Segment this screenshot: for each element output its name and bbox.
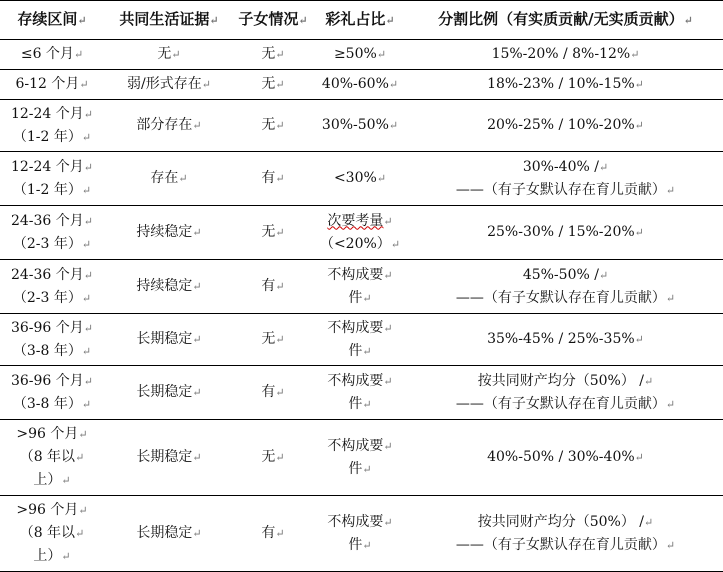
column-header-label: 共同生活证据 xyxy=(119,10,210,28)
cell-line xyxy=(2,522,102,545)
paragraph-mark-icon: ↵ xyxy=(192,527,202,540)
paragraph-mark-icon: ↵ xyxy=(383,214,393,228)
column-header xyxy=(408,1,723,40)
paragraph-mark-icon: ↵ xyxy=(388,119,399,132)
paragraph-mark-icon: ↵ xyxy=(192,280,202,293)
paragraph-mark-icon: ↵ xyxy=(81,344,92,358)
cell-line xyxy=(314,534,406,557)
paragraph-mark-icon: ↵ xyxy=(275,119,285,132)
paragraph-mark-icon: ↵ xyxy=(598,160,609,174)
paragraph-mark-icon: ↵ xyxy=(275,386,285,399)
interval-cell xyxy=(0,100,104,152)
paragraph-mark-icon: ↵ xyxy=(81,397,92,411)
paragraph-mark-icon: ↵ xyxy=(192,226,202,239)
paragraph-mark-icon: ↵ xyxy=(275,226,285,239)
children-cell xyxy=(234,420,312,496)
paragraph-mark-icon: ↵ xyxy=(634,78,644,91)
paragraph-mark-icon: ↵ xyxy=(209,14,219,27)
paragraph-mark-icon: ↵ xyxy=(81,130,92,144)
cell-line xyxy=(410,287,721,310)
cell-line xyxy=(314,73,406,96)
interval-cell xyxy=(0,70,104,100)
cell-line xyxy=(2,545,102,568)
ratio-cell xyxy=(312,100,408,152)
paragraph-mark-icon: ↵ xyxy=(275,172,285,185)
cell-text: ≤6 个月 xyxy=(20,46,74,62)
cell-line xyxy=(2,340,102,363)
cell-text: 15%-20% / 8%-12% xyxy=(491,46,631,62)
cell-text: 35%-45% / 25%-35% xyxy=(487,331,635,347)
evidence-cell xyxy=(104,40,234,70)
paragraph-mark-icon: ↵ xyxy=(192,119,202,132)
paragraph-mark-icon: ↵ xyxy=(83,107,94,121)
cell-text: 无 xyxy=(261,46,276,62)
cell-line xyxy=(410,43,721,66)
table-row xyxy=(0,420,723,496)
cell-text: 12-24 个月 xyxy=(10,105,84,122)
cell-text: 有 xyxy=(261,170,276,186)
cell-text: 存在 xyxy=(150,170,179,186)
paragraph-mark-icon: ↵ xyxy=(383,439,393,453)
paragraph-mark-icon: ↵ xyxy=(385,14,395,27)
paragraph-mark-icon: ↵ xyxy=(78,504,88,517)
cell-text: 无 xyxy=(261,449,276,465)
cell-text: 无 xyxy=(261,224,276,240)
paragraph-mark-icon: ↵ xyxy=(275,48,285,61)
cell-line xyxy=(314,370,406,393)
cell-line xyxy=(410,264,721,287)
cell-line xyxy=(2,446,102,469)
paragraph-mark-icon: ↵ xyxy=(275,333,285,346)
cell-line xyxy=(2,370,102,393)
interval-cell xyxy=(0,206,104,260)
cell-text: ——（有子女默认存在育儿贡献） xyxy=(455,289,666,306)
cell-line xyxy=(410,221,721,244)
paragraph-mark-icon: ↵ xyxy=(383,321,393,335)
column-header xyxy=(312,1,408,40)
split-cell xyxy=(408,152,723,206)
cell-text: 无 xyxy=(261,331,276,347)
cell-line xyxy=(314,43,406,66)
paragraph-mark-icon: ↵ xyxy=(362,538,372,552)
cell-text: （1-2 年） xyxy=(12,128,82,145)
cell-text: 45%-50% / xyxy=(522,266,599,283)
cell-text: 件 xyxy=(348,460,363,477)
cell-line xyxy=(410,73,721,96)
evidence-cell xyxy=(104,366,234,420)
table-row xyxy=(0,260,723,314)
cell-text: 18%-23% / 10%-15% xyxy=(487,76,635,92)
interval-cell xyxy=(0,152,104,206)
cell-line xyxy=(314,287,406,310)
paragraph-mark-icon: ↵ xyxy=(275,78,285,91)
cell-text: ——（有子女默认存在育儿贡献） xyxy=(455,181,666,198)
paragraph-mark-icon: ↵ xyxy=(634,226,644,239)
paragraph-mark-icon: ↵ xyxy=(665,397,676,411)
paragraph-mark-icon: ↵ xyxy=(83,374,94,388)
cell-text: 不构成要 xyxy=(327,437,384,454)
paragraph-mark-icon: ↵ xyxy=(192,386,202,399)
ratio-cell xyxy=(312,260,408,314)
cell-text: 36-96 个月 xyxy=(10,319,84,336)
interval-cell xyxy=(0,40,104,70)
column-header-label: 子女情况 xyxy=(238,10,299,28)
paragraph-mark-icon: ↵ xyxy=(83,268,94,282)
paragraph-mark-icon: ↵ xyxy=(275,527,285,540)
children-cell xyxy=(234,70,312,100)
cell-line xyxy=(314,393,406,416)
column-header-label: 彩礼占比 xyxy=(325,10,386,28)
cell-text: （3-8 年） xyxy=(12,342,82,359)
evidence-cell xyxy=(104,260,234,314)
cell-line xyxy=(314,435,406,458)
cell-text: 不构成要 xyxy=(327,266,384,283)
evidence-cell xyxy=(104,206,234,260)
cell-text: 上） xyxy=(33,548,62,564)
paragraph-mark-icon: ↵ xyxy=(665,538,676,552)
evidence-cell xyxy=(104,496,234,572)
children-cell xyxy=(234,260,312,314)
ratio-cell xyxy=(312,314,408,366)
cell-text: 长期稳定 xyxy=(136,525,193,541)
split-cell xyxy=(408,70,723,100)
cell-line xyxy=(2,179,102,202)
paragraph-mark-icon: ↵ xyxy=(61,474,71,487)
ratio-cell xyxy=(312,496,408,572)
cell-text: 件 xyxy=(348,395,363,412)
cell-text: 无 xyxy=(157,46,172,62)
table-row xyxy=(0,314,723,366)
paragraph-mark-icon: ↵ xyxy=(383,515,393,529)
cell-line xyxy=(2,287,102,310)
cell-text: （8 年以 xyxy=(19,525,76,541)
children-cell xyxy=(234,40,312,70)
children-cell xyxy=(234,100,312,152)
paragraph-mark-icon: ↵ xyxy=(192,333,202,346)
cell-line xyxy=(2,210,102,233)
cell-text: 20%-25% / 10%-20% xyxy=(487,117,635,133)
paragraph-mark-icon: ↵ xyxy=(362,397,372,411)
cell-text: 30%-40% / xyxy=(522,158,599,175)
cell-text: 长期稳定 xyxy=(136,449,193,465)
paragraph-mark-icon: ↵ xyxy=(644,374,654,388)
evidence-cell xyxy=(104,314,234,366)
column-header xyxy=(0,1,104,40)
cell-text: 40%-50% / 30%-40% xyxy=(487,449,635,465)
cell-line xyxy=(410,114,721,137)
children-cell xyxy=(234,206,312,260)
evidence-cell xyxy=(104,70,234,100)
cell-line xyxy=(314,233,406,256)
paragraph-mark-icon: ↵ xyxy=(683,14,693,27)
cell-text: 6-12 个月 xyxy=(15,76,80,92)
paragraph-mark-icon: ↵ xyxy=(634,451,644,464)
cell-text: 件 xyxy=(348,536,363,553)
paragraph-mark-icon: ↵ xyxy=(79,78,89,91)
column-header xyxy=(234,1,312,40)
cell-text: （<20%） xyxy=(319,235,391,252)
evidence-cell xyxy=(104,420,234,496)
cell-line xyxy=(314,317,406,340)
paragraph-mark-icon: ↵ xyxy=(390,237,401,251)
cell-text: 40%-60% xyxy=(321,76,389,92)
header-row xyxy=(0,1,723,40)
cell-text: 持续稳定 xyxy=(136,278,193,294)
table-header xyxy=(0,1,723,40)
cell-line xyxy=(2,423,102,446)
paragraph-mark-icon: ↵ xyxy=(665,291,676,305)
paragraph-mark-icon: ↵ xyxy=(376,48,387,61)
cell-text: 按共同财产均分（50%） / xyxy=(477,372,645,389)
cell-text: （2-3 年） xyxy=(12,289,82,306)
cell-text: 有 xyxy=(261,278,276,294)
children-cell xyxy=(234,366,312,420)
table-row xyxy=(0,366,723,420)
cell-text: 弱/形式存在 xyxy=(127,76,202,92)
interval-cell xyxy=(0,496,104,572)
paragraph-mark-icon: ↵ xyxy=(388,78,399,91)
paragraph-mark-icon: ↵ xyxy=(171,48,181,61)
cell-line xyxy=(2,393,102,416)
paragraph-mark-icon: ↵ xyxy=(630,48,640,61)
cell-text: 件 xyxy=(348,289,363,306)
cell-text: 有 xyxy=(261,525,276,541)
cell-line xyxy=(410,179,721,202)
table-row xyxy=(0,496,723,572)
cell-text: 12-24 个月 xyxy=(10,158,84,175)
split-cell xyxy=(408,206,723,260)
cell-text: （3-8 年） xyxy=(12,395,82,412)
cell-text: 30%-50% xyxy=(321,117,389,133)
cell-line xyxy=(314,458,406,481)
paragraph-mark-icon: ↵ xyxy=(201,78,211,91)
cell-text: 长期稳定 xyxy=(136,331,193,347)
paragraph-mark-icon: ↵ xyxy=(78,428,88,441)
paragraph-mark-icon: ↵ xyxy=(178,172,188,185)
ratio-cell xyxy=(312,420,408,496)
children-cell xyxy=(234,152,312,206)
split-cell xyxy=(408,260,723,314)
table-row xyxy=(0,152,723,206)
cell-text: >96 个月 xyxy=(16,502,79,518)
cell-text: （2-3 年） xyxy=(12,235,82,252)
cell-line xyxy=(410,328,721,351)
cell-line xyxy=(410,370,721,393)
interval-cell xyxy=(0,314,104,366)
cell-line xyxy=(2,43,102,66)
paragraph-mark-icon: ↵ xyxy=(362,462,372,476)
evidence-cell xyxy=(104,152,234,206)
paragraph-mark-icon: ↵ xyxy=(275,451,285,464)
cell-line xyxy=(2,499,102,522)
paragraph-mark-icon: ↵ xyxy=(75,451,85,464)
cell-line xyxy=(410,156,721,179)
paragraph-mark-icon: ↵ xyxy=(192,451,202,464)
children-cell xyxy=(234,314,312,366)
table-row xyxy=(0,100,723,152)
cell-text: 25%-30% / 15%-20% xyxy=(487,224,635,240)
paragraph-mark-icon: ↵ xyxy=(634,333,644,346)
cell-line xyxy=(314,210,406,233)
cell-line xyxy=(314,264,406,287)
cell-line xyxy=(2,317,102,340)
paragraph-mark-icon: ↵ xyxy=(83,160,94,174)
cell-line xyxy=(314,167,406,190)
cell-line xyxy=(2,156,102,179)
cell-line xyxy=(314,511,406,534)
cell-text: 36-96 个月 xyxy=(10,372,84,389)
interval-cell xyxy=(0,420,104,496)
column-header-label: 分割比例（有实质贡献/无实质贡献） xyxy=(438,10,684,28)
paragraph-mark-icon: ↵ xyxy=(298,14,308,27)
table-body xyxy=(0,40,723,572)
cell-text: 上） xyxy=(33,472,62,488)
paragraph-mark-icon: ↵ xyxy=(81,237,92,251)
paragraph-mark-icon: ↵ xyxy=(376,172,387,185)
paragraph-mark-icon: ↵ xyxy=(275,280,285,293)
cell-line xyxy=(2,126,102,149)
cell-text: 按共同财产均分（50%） / xyxy=(477,513,645,530)
cell-text: 部分存在 xyxy=(136,117,193,133)
paragraph-mark-icon: ↵ xyxy=(383,268,393,282)
interval-cell xyxy=(0,260,104,314)
cell-line xyxy=(2,233,102,256)
split-cell xyxy=(408,314,723,366)
cell-text: 持续稳定 xyxy=(136,224,193,240)
cell-text: 24-36 个月 xyxy=(10,212,84,229)
ratio-cell xyxy=(312,40,408,70)
paragraph-mark-icon: ↵ xyxy=(81,291,92,305)
paragraph-mark-icon: ↵ xyxy=(644,515,654,529)
cell-line xyxy=(410,393,721,416)
cell-text: 无 xyxy=(261,76,276,92)
paragraph-mark-icon: ↵ xyxy=(83,214,94,228)
cell-text: 不构成要 xyxy=(327,513,384,530)
cell-text: ——（有子女默认存在育儿贡献） xyxy=(455,536,666,553)
split-cell xyxy=(408,366,723,420)
paragraph-mark-icon: ↵ xyxy=(362,344,372,358)
paragraph-mark-icon: ↵ xyxy=(383,374,393,388)
cell-text: 无 xyxy=(261,117,276,133)
ratio-cell xyxy=(312,152,408,206)
evidence-cell xyxy=(104,100,234,152)
interval-cell xyxy=(0,366,104,420)
cell-text: ≥50% xyxy=(333,46,377,62)
cell-line xyxy=(314,114,406,137)
ratio-cell xyxy=(312,366,408,420)
cell-text: （1-2 年） xyxy=(12,181,82,198)
cell-text: 不构成要 xyxy=(327,319,384,336)
ratio-cell xyxy=(312,70,408,100)
cell-text: 有 xyxy=(261,384,276,400)
cell-line xyxy=(410,446,721,469)
paragraph-mark-icon: ↵ xyxy=(634,119,644,132)
cell-text: （8 年以 xyxy=(19,449,76,465)
cell-line xyxy=(2,103,102,126)
cell-text: 长期稳定 xyxy=(136,384,193,400)
split-cell xyxy=(408,420,723,496)
cell-text: 不构成要 xyxy=(327,372,384,389)
paragraph-mark-icon: ↵ xyxy=(61,550,71,563)
cell-line xyxy=(2,469,102,492)
column-header xyxy=(104,1,234,40)
paragraph-mark-icon: ↵ xyxy=(81,183,92,197)
cell-text: ——（有子女默认存在育儿贡献） xyxy=(455,395,666,412)
paragraph-mark-icon: ↵ xyxy=(73,48,84,61)
paragraph-mark-icon: ↵ xyxy=(665,183,676,197)
cell-line xyxy=(314,340,406,363)
cell-text: 24-36 个月 xyxy=(10,266,84,283)
ratio-cell xyxy=(312,206,408,260)
cell-text: <30% xyxy=(333,170,377,186)
split-cell xyxy=(408,100,723,152)
cell-line xyxy=(2,73,102,96)
table-row xyxy=(0,206,723,260)
paragraph-mark-icon: ↵ xyxy=(77,14,87,27)
paragraph-mark-icon: ↵ xyxy=(75,527,85,540)
split-cell xyxy=(408,40,723,70)
column-header-label: 存续区间 xyxy=(17,10,78,28)
table-row xyxy=(0,40,723,70)
cell-line xyxy=(410,534,721,557)
cell-line xyxy=(2,264,102,287)
cell-text: 件 xyxy=(348,342,363,359)
table-row xyxy=(0,70,723,100)
split-cell xyxy=(408,496,723,572)
cell-text: >96 个月 xyxy=(16,426,79,442)
paragraph-mark-icon: ↵ xyxy=(598,268,609,282)
paragraph-mark-icon: ↵ xyxy=(362,291,372,305)
paragraph-mark-icon: ↵ xyxy=(83,321,94,335)
children-cell xyxy=(234,496,312,572)
cell-line xyxy=(410,511,721,534)
cell-text: 次要考量 xyxy=(327,212,384,229)
